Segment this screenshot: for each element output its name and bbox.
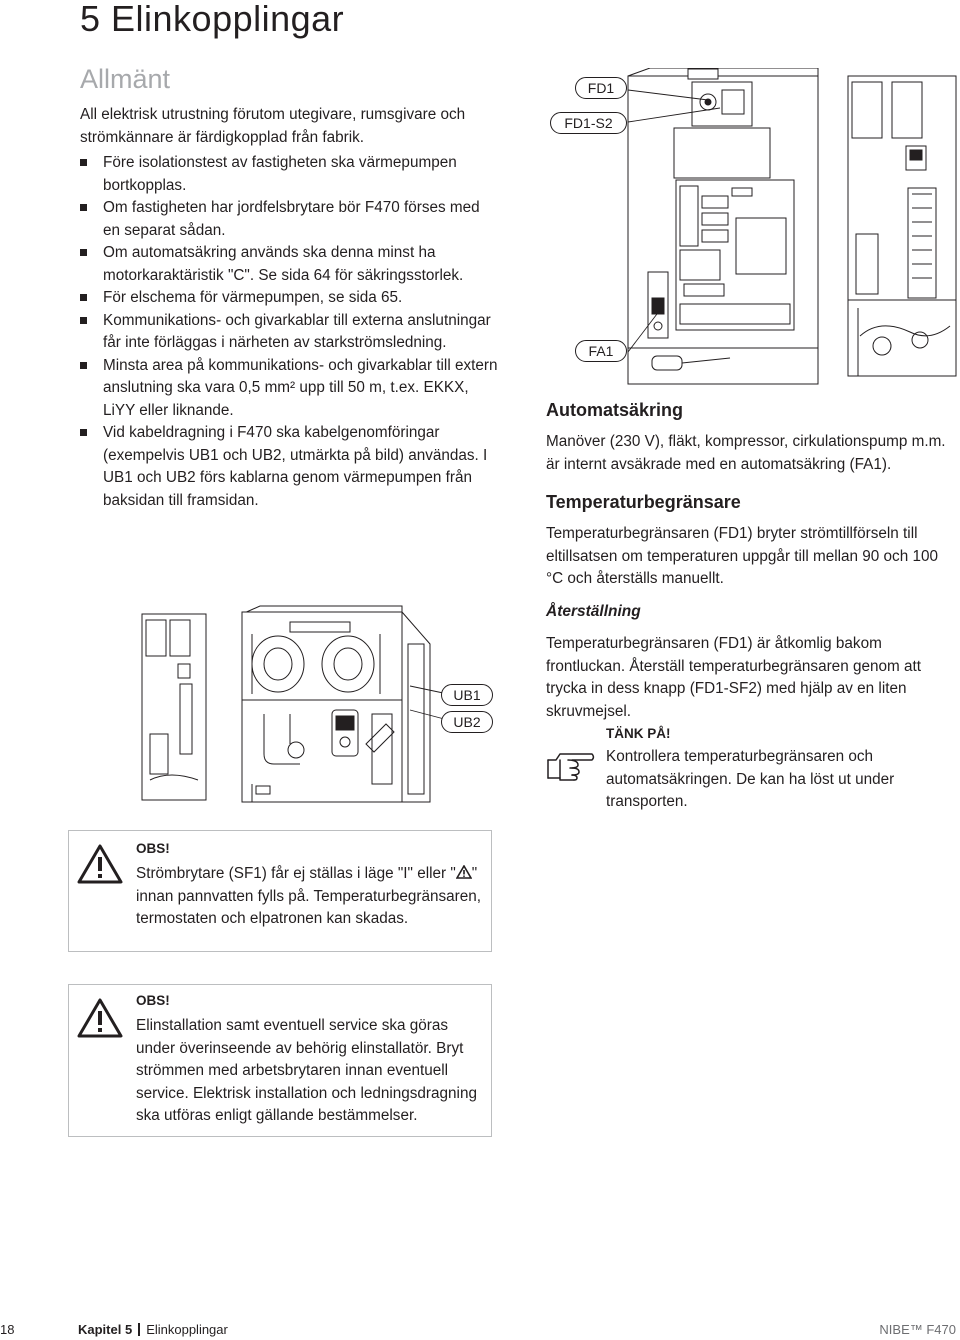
tip-text: Kontrollera temperaturbegränsaren och automatsäkringen. De kan ha löst ut under transporten. [606, 748, 895, 810]
callout-lines [620, 80, 750, 380]
footer-chapter-number: Kapitel 5 [78, 1322, 133, 1337]
label-fd1-s2: FD1-S2 [550, 112, 627, 134]
bullet-square-icon [80, 317, 87, 324]
label-ub2: UB2 [441, 711, 493, 733]
list-item: Om fastigheten har jordfelsbrytare bör F470 förses med en separat sådan. [80, 197, 500, 242]
note2-title: OBS! [136, 993, 170, 1008]
tip-title: TÄNK PÅ! [606, 726, 671, 741]
intro-paragraph: All elektrisk utrustning förutom utegivare, rumsgivare och strömkännare är färdigkopplad från fabrik. [80, 106, 466, 146]
label-ub1: UB1 [441, 684, 493, 706]
bullet-square-icon [80, 362, 87, 369]
aterstallning-text: Temperaturbegränsaren (FD1) är åtkomlig bakom frontluckan. Återställ temperaturbegränsaren genom att trycka in dess knapp (FD1-SF2) med hjälp av en liten skruvmejsel. [546, 635, 921, 720]
bullet-square-icon [80, 294, 87, 301]
list-item: Före isolationstest av fastigheten ska värmepumpen bortkopplas. [80, 152, 500, 197]
automatsakring-heading: Automatsäkring [546, 400, 684, 420]
warning-icon [77, 843, 123, 885]
footer-chapter-name: Elinkopplingar [146, 1322, 228, 1337]
warning-symbol-icon [456, 865, 472, 879]
note-box-2 [68, 984, 492, 1137]
list-item: Om automatsäkring används ska denna minst ha motorkaraktäristik "C". Se sida 64 för säkringsstorlek. [80, 242, 500, 287]
bullet-square-icon [80, 159, 87, 166]
pointing-hand-icon [546, 748, 596, 784]
bullet-square-icon [80, 249, 87, 256]
note1-text: Strömbrytare (SF1) får ej ställas i läge "I" eller " " innan pannvatten fylls på. Temperaturbegränsaren, termostaten och elpatronen kan skadas. [136, 865, 481, 927]
section-title: Allmänt [80, 64, 171, 94]
list-item: Minsta area på kommunikations- och givarkablar till extern anslutning ska vara 0,5 mm² upp till 50 m, t.ex. EKKX, LiYY eller liknande. [80, 355, 500, 423]
footer-divider [138, 1323, 140, 1336]
note2-text: Elinstallation samt eventuell service ska göras under överinseende av behörig elinstallatör. Bryt strömmen med arbetsbrytaren innan eventuell service. Elektrisk installation och ledningsdragning ska utföras enligt gällande bestämmelser. [136, 1017, 477, 1124]
automatsakring-text: Manöver (230 V), fläkt, kompressor, cirkulationspump m.m. är internt avsäkrade med en automatsäkring (FA1). [546, 433, 946, 473]
list-item: För elschema för värmepumpen, se sida 65. [80, 287, 500, 310]
note1-title: OBS! [136, 841, 170, 856]
aterstallning-heading: Återställning [546, 603, 641, 620]
page-number: 18 [0, 1322, 15, 1337]
note-box-1 [68, 830, 492, 952]
warning-icon [77, 997, 123, 1039]
temperaturbegransare-heading: Temperaturbegränsare [546, 492, 741, 512]
bullet-square-icon [80, 429, 87, 436]
temperaturbegransare-text: Temperaturbegränsaren (FD1) bryter strömtillförseln till eltillsatsen om temperaturen uppgår till mellan 90 och 100 °C och återställs manuellt. [546, 525, 938, 587]
label-fa1: FA1 [575, 340, 627, 362]
label-fd1: FD1 [575, 77, 627, 99]
bullet-square-icon [80, 204, 87, 211]
chapter-title: 5 Elinkopplingar [80, 0, 345, 39]
footer-chapter [78, 1322, 228, 1337]
list-item: Vid kabeldragning i F470 ska kabelgenomföringar (exempelvis UB1 och UB2, utmärkta på bild) användas. I UB1 och UB2 förs kablarna genom värmepumpen från baksidan till framsidan. [80, 422, 500, 512]
list-item: Kommunikations- och givarkablar till externa anslutningar får inte förläggas i närheten av starkströmsledning. [80, 310, 500, 355]
footer-brand: NIBE™ F470 [879, 1322, 956, 1337]
bullet-list [80, 152, 500, 512]
